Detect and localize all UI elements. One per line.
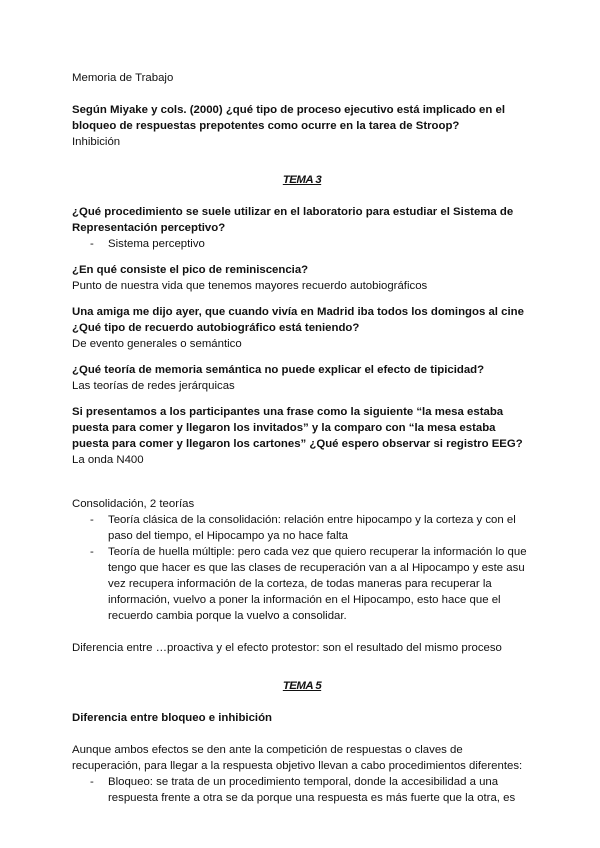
answer-tipicidad: Las teorías de redes jerárquicas [72,380,235,392]
question-autobiografico: Una amiga me dijo ayer, que cuando vivía en Madrid iba todos los domingos al cine ¿Qué tipo de recuerdo autobiográfico está teniendo? [72,306,524,334]
answer-inhibicion: Inhibición [72,136,121,148]
teoria-huella-multiple: Teoría de huella múltiple: pero cada vez que quiero recuperar la información lo que tengo que hacer es que las clases de recuperación van a al Hipocampo y este asu vez recupera información de la corteza, de todas maneras para recuperar la información, vuelvo a poner la información en el Hipocampo, esto hace que el recuerdo cambia porque la vuelvo a consolidar. [108,546,527,622]
bloqueo-definition: Bloqueo: se trata de un procedimiento temporal, donde la accesibilidad a una respuesta frente a otra se da porque una respuesta es más fuerte que la otra, es [108,776,516,804]
paragraph-bloqueo-inhibicion: Aunque ambos efectos se den ante la competición de respuestas o claves de recuperación, para llegar a la respuesta objetivo llevan a cabo procedimientos diferentes: [72,744,523,772]
dash-bullet: - [90,238,94,250]
question-eeg: Si presentamos a los participantes una frase como la siguiente “la mesa estaba puesta para comer y llegaron los invitados” y la comparo con “la mesa estaba puesta para comer y llegaron los cartones” ¿Qué espero observar si registro EEG? [72,406,523,450]
question-reminiscencia: ¿En qué consiste el pico de reminiscencia? [72,264,309,276]
list-item [72,774,532,806]
list-item [72,544,532,624]
question-tipicidad: ¿Qué teoría de memoria semántica no puede explicar el efecto de tipicidad? [72,364,485,376]
answer-list-perceptivo [72,236,532,252]
dash-bullet: - [90,546,94,558]
bloqueo-list [72,774,532,806]
answer-eeg: La onda N400 [72,454,144,466]
consolidacion-title: Consolidación, 2 teorías [72,498,195,510]
answer-perceptivo: Sistema perceptivo [108,238,205,250]
answer-autobiografico: De evento generales o semántico [72,338,242,350]
question-bloqueo-inhibicion: Diferencia entre bloqueo e inhibición [72,712,272,724]
list-item [72,236,532,252]
diferencia-proactiva: Diferencia entre …proactiva y el efecto protestor: son el resultado del mismo proceso [72,642,502,654]
answer-reminiscencia: Punto de nuestra vida que tenemos mayores recuerdo autobiográficos [72,280,428,292]
dash-bullet: - [90,514,94,526]
tema-3-heading: TEMA 3 [282,174,322,186]
question-miyake: Según Miyake y cols. (2000) ¿qué tipo de proceso ejecutivo está implicado en el bloqueo de respuestas prepotentes como ocurre en la tarea de Stroop? [72,104,505,132]
doc-title: Memoria de Trabajo [72,72,174,84]
consolidacion-list [72,512,532,624]
question-representacion: ¿Qué procedimiento se suele utilizar en el laboratorio para estudiar el Sistema de Representación perceptivo? [72,206,514,234]
dash-bullet: - [90,776,94,788]
tema-5-heading: TEMA 5 [282,680,322,692]
teoria-clasica: Teoría clásica de la consolidación: relación entre hipocampo y la corteza y con el paso del tiempo, el Hipocampo ya no hace falta [108,514,516,542]
document-page [72,70,532,806]
list-item [72,512,532,544]
